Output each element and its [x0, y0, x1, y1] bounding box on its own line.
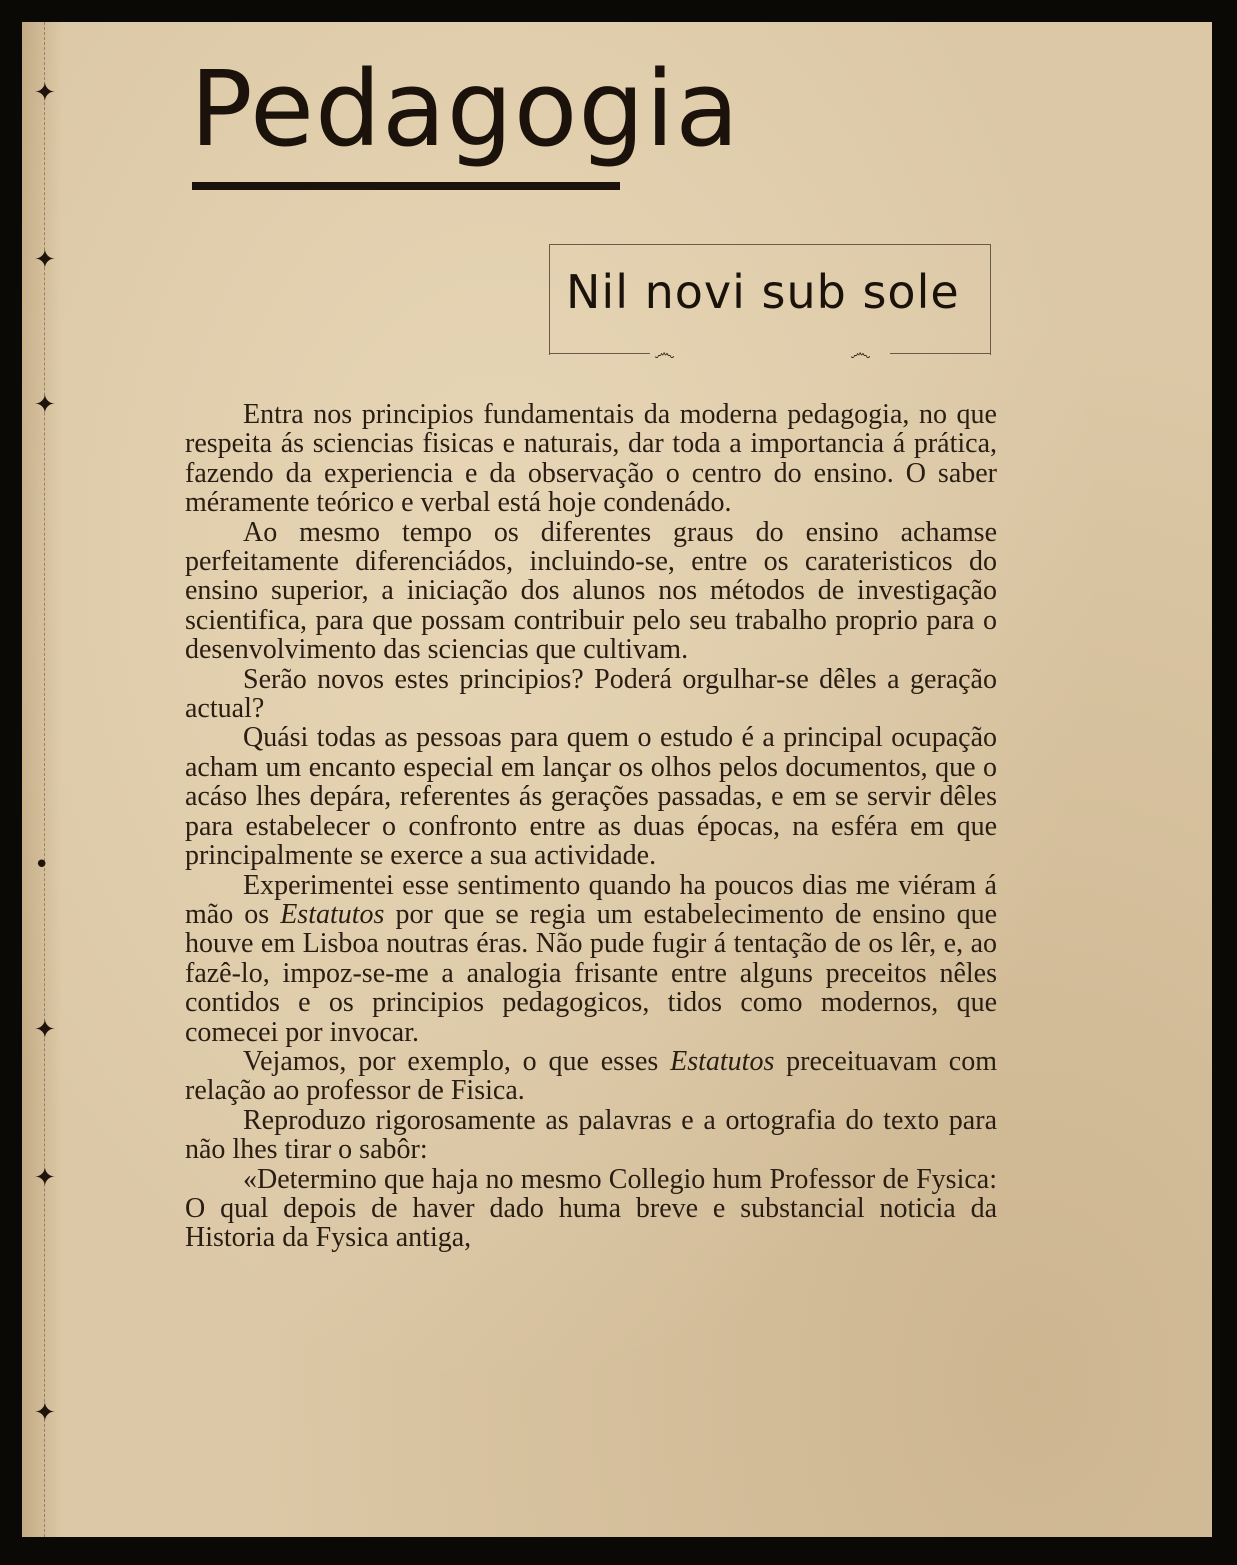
paragraph: Serão novos estes principios? Poderá orgulhar-se dêles a geração actual?: [185, 663, 997, 725]
binding-stitch: ✦: [34, 1398, 56, 1428]
article-subtitle: Nil novi sub sole: [566, 265, 960, 319]
paragraph-text: Vejamos, por exemplo, o que esses: [243, 1045, 671, 1077]
binding-stitch: ✦: [34, 1015, 56, 1045]
paragraph: Reproduzo rigorosamente as palavras e a ortografia do texto para não lhes tirar o sabôr:: [185, 1104, 997, 1166]
ornament-rule-right: [890, 353, 990, 354]
paragraph-text: Experimentei esse sentimento quando ha poucos dias me viéram á mão os: [185, 869, 997, 930]
binding-stitch: ✦: [34, 78, 56, 108]
paragraph: Ao mesmo tempo os diferentes graus do ensino achamse perfeitamente diferenciádos, incluindo-se, entre os carateristicos do ensino superior, a iniciação dos alunos nos métodos de investigação scientifica, para que possam contribuir pelo seu trabalho proprio para o desenvolvimento das sciencias que cultivam.: [185, 516, 997, 666]
paragraph: «Determino que haja no mesmo Collegio hum Professor de Fysica: O qual depois de haver dado huma breve e substancial noticia da Historia da Fysica antiga,: [185, 1163, 997, 1254]
paragraph-text: por que se regia um estabelecimento de ensino que houve em Lisboa noutras éras. Não pude fugir á tentação de os lêr, e, ao fazê-lo, impoz-se-me a analogia frisante entre alguns preceitos nêles contidos e os principios pedagogicos, tidos como modernos, que comecei por invocar.: [185, 898, 997, 1048]
binding-stitch: ✦: [34, 245, 56, 275]
right-flourish-icon: ෴: [850, 341, 871, 366]
document-page: [22, 22, 1212, 1537]
article-body: [185, 400, 997, 1253]
paragraph-text: preceituavam com relação ao professor de Fisica.: [185, 1045, 998, 1107]
paragraph: [185, 1047, 997, 1106]
emphasis-text: Estatutos: [280, 898, 385, 930]
binding-stitch: •: [34, 850, 50, 880]
paragraph: [185, 871, 997, 1047]
paragraph: Entra nos principios fundamentais da moderna pedagogia, no que respeita ás sciencias fisicas e naturais, dar toda a importancia á prática, fazendo da experiencia e da observação o centro do ensino. O saber méramente teórico e verbal está hoje condenádo.: [185, 399, 997, 519]
paragraph: Quási todas as pessoas para quem o estudo é a principal ocupação acham um encanto especial em lançar os olhos pelos documentos, que o acáso lhes depára, referentes ás gerações passadas, e em se servir dêles para estabelecer o confronto entre as duas épocas, na esféra em que principalmente se exerce a sua actividade.: [185, 722, 997, 872]
page-title: Pedagogia: [190, 48, 741, 170]
left-flourish-icon: ෴: [654, 341, 675, 366]
binding-stitch: ✦: [34, 390, 56, 420]
emphasis-text: Estatutos: [670, 1045, 775, 1077]
title-underline: [192, 182, 620, 190]
ornament-rule-left: [550, 353, 650, 354]
subtitle-frame: [549, 244, 991, 366]
binding-stitch: ✦: [34, 1163, 56, 1193]
